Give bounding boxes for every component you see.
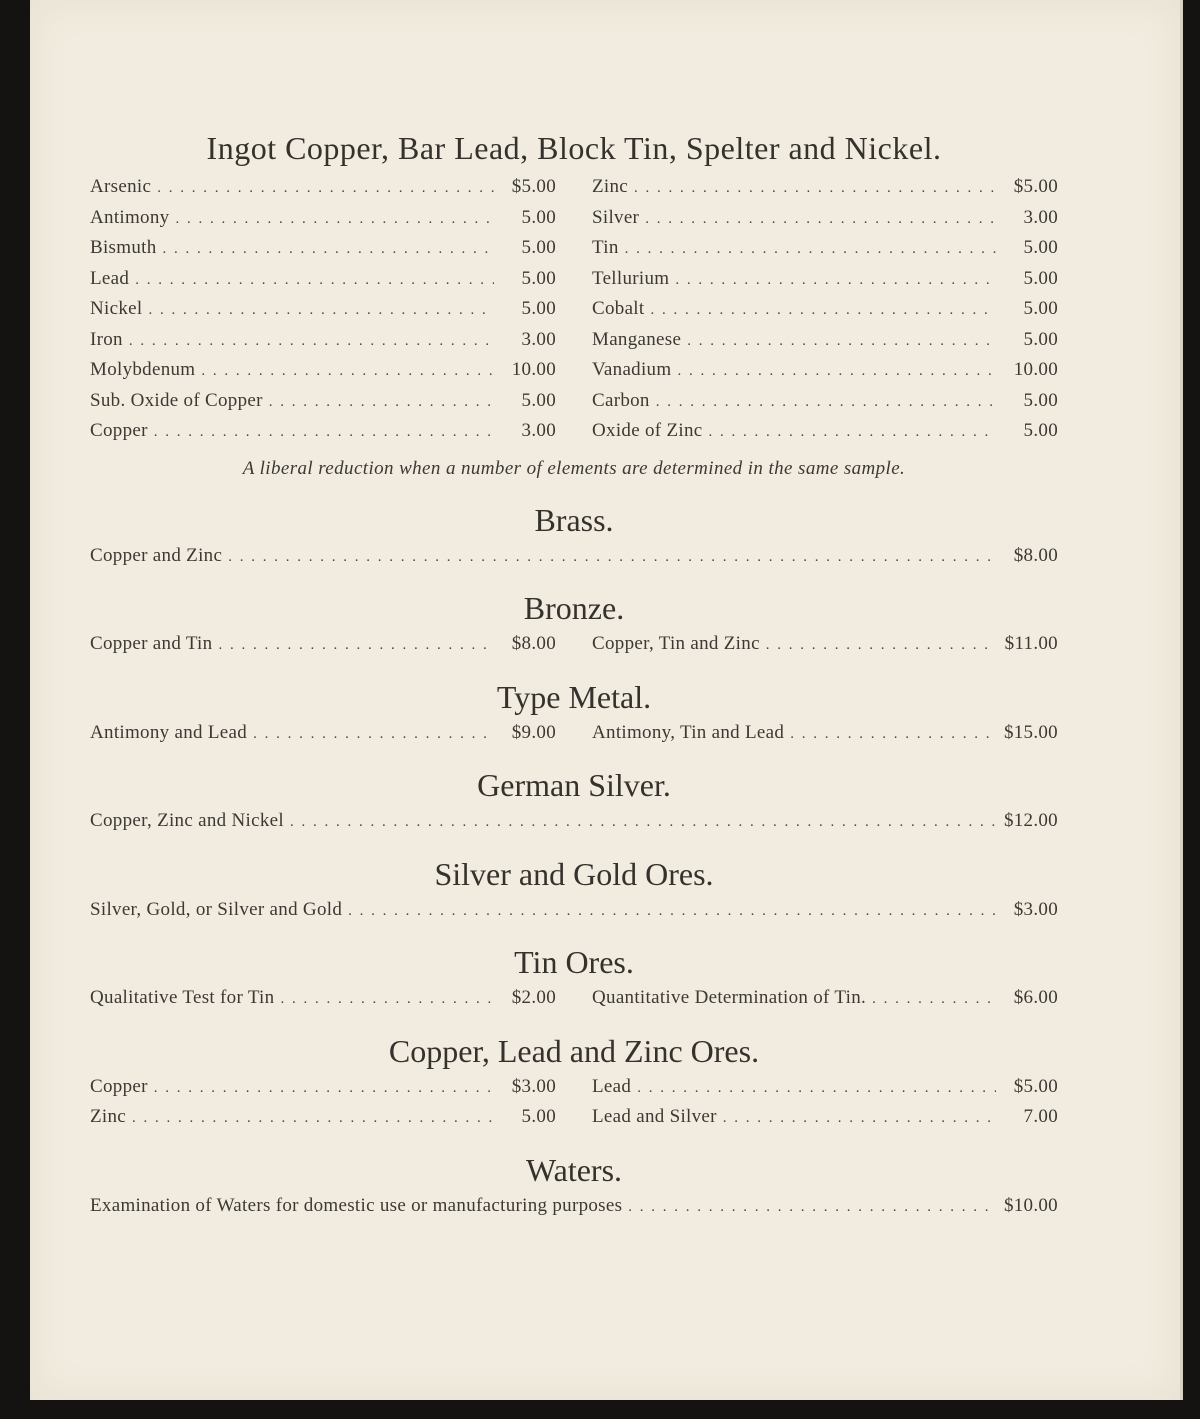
leader-dots [687,333,996,350]
price-row [90,1106,556,1137]
leader-dots [129,333,494,350]
item-name: Copper [90,1075,148,1097]
item-price: 3.00 [521,420,556,441]
price-row [90,633,556,664]
item-name: Lead and Silver [592,1106,717,1127]
item-price: $6.00 [1013,987,1058,1008]
price-row [90,268,556,299]
leader-dots [645,211,996,228]
item-name: Examination of Waters for domestic use or manufacturing purposes [90,1194,623,1216]
item-name: Zinc [592,176,629,197]
section-title-german-silver: German Silver. [477,767,671,803]
price-row [592,633,1058,664]
item-name: Qualitative Test for Tin [90,987,275,1008]
section-title-brass: Brass. [534,501,614,538]
bronze-table [90,633,1058,664]
section-title-bronze: Bronze. [523,590,625,626]
item-price: $8.00 [511,633,556,654]
tin-ores-table [90,987,1058,1018]
item-name: Copper and Tin [90,633,213,654]
leader-dots [269,394,494,411]
item-name: Tellurium [592,267,670,289]
price-row [90,329,556,360]
item-name: Lead [592,1075,632,1097]
item-price: $8.00 [1013,544,1058,566]
item-name: Carbon [592,389,650,411]
item-price: 5.00 [521,267,556,289]
leader-dots [290,814,996,831]
item-name: Copper and Zinc [90,544,223,566]
price-row [90,207,556,238]
leader-dots [148,302,494,319]
item-price: $5.00 [511,176,556,197]
item-price: $5.00 [1013,1075,1058,1097]
price-row [90,722,556,753]
price-row [90,810,1058,841]
price-row [592,722,1058,753]
item-name: Copper, Zinc and Nickel [90,810,284,831]
price-row [90,420,556,451]
item-price: 3.00 [1023,206,1058,228]
leader-dots [723,1110,996,1127]
section-title-waters: Waters. [525,1151,623,1188]
price-row [592,1106,1058,1137]
leader-dots [656,394,996,411]
price-row [90,298,556,329]
item-name: Nickel [90,298,143,319]
item-name: Tin [592,237,619,258]
section-title-silver-gold: Silver and Gold Ores. [434,855,714,892]
section-title-tin-ores: Tin Ores. [514,944,634,980]
price-row [90,1195,1058,1226]
price-row [592,987,1058,1018]
copper-lead-zinc-table [90,1076,1058,1137]
leader-dots [625,241,996,258]
item-name: Sub. Oxide of Copper [90,389,263,411]
section-title-type-metal: Type Metal. [496,678,652,715]
price-row [592,176,1058,207]
section-title-copper-lead-zinc: Copper, Lead and Zinc Ores. [388,1032,760,1069]
leader-dots [628,1199,996,1216]
item-name: Molybdenum [90,359,196,380]
leader-dots [637,1080,996,1097]
item-price: $11.00 [1004,633,1058,654]
item-name: Copper [90,420,148,441]
item-price: 5.00 [1023,328,1058,350]
item-price: 5.00 [521,1106,556,1127]
price-row [592,420,1058,451]
item-name: Arsenic [90,176,152,197]
leader-dots [157,180,494,197]
price-row [592,390,1058,421]
price-row [592,298,1058,329]
price-row [90,1076,556,1107]
item-name: Silver [592,206,640,228]
price-row [592,359,1058,390]
price-row [592,237,1058,268]
item-price: $2.00 [511,987,556,1008]
item-price: $3.00 [511,1075,556,1097]
item-price: $15.00 [1003,721,1058,743]
item-price: 5.00 [521,298,556,319]
leader-dots [650,302,996,319]
item-name: Vanadium [592,359,672,380]
item-name: Oxide of Zinc [592,420,703,441]
price-row [592,329,1058,360]
leader-dots [280,991,494,1008]
price-row [90,176,556,207]
leader-dots [872,991,996,1008]
item-price: 7.00 [1023,1106,1058,1127]
item-name: Silver, Gold, or Silver and Gold [90,898,343,920]
item-price: $5.00 [1013,176,1058,197]
leader-dots [677,363,996,380]
leader-dots [766,637,996,654]
item-price: 5.00 [521,237,556,258]
price-row [90,390,556,421]
price-row [90,359,556,390]
reduction-note: A liberal reduction when a number of elements are determined in the same sample. [242,457,906,479]
item-name: Quantitative Determination of Tin. [592,987,867,1008]
item-price: 10.00 [511,359,556,380]
leader-dots [348,903,996,920]
price-row [90,987,556,1018]
leader-dots [132,1110,494,1127]
leader-dots [253,726,494,743]
item-name: Bismuth [90,237,157,258]
item-name: Lead [90,267,130,289]
ingot-right-column [592,176,1058,451]
leader-dots [175,211,494,228]
item-price: 5.00 [1023,237,1058,258]
item-name: Cobalt [592,298,645,319]
leader-dots [154,1080,494,1097]
item-price: $10.00 [1003,1194,1058,1216]
item-price: 5.00 [521,206,556,228]
leader-dots [163,241,494,258]
item-price: 5.00 [1023,298,1058,319]
item-price: 5.00 [1023,389,1058,411]
page-title: Ingot Copper, Bar Lead, Block Tin, Spelter and Nickel. [206,130,942,166]
item-price: 5.00 [521,389,556,411]
item-price: 5.00 [1023,420,1058,441]
leader-dots [634,180,996,197]
item-name: Zinc [90,1106,127,1127]
item-name: Iron [90,328,123,350]
price-row [592,207,1058,238]
item-price: 10.00 [1013,359,1058,380]
leader-dots [218,637,494,654]
item-price: $9.00 [511,721,556,743]
item-name: Manganese [592,328,682,350]
leader-dots [228,549,996,566]
leader-dots [708,424,996,441]
item-price: 5.00 [1023,267,1058,289]
type-metal-table [90,722,1058,753]
item-name: Antimony, Tin and Lead [592,721,785,743]
item-name: Copper, Tin and Zinc [592,633,760,654]
leader-dots [675,272,996,289]
price-row [90,899,1058,930]
price-row [90,237,556,268]
price-row [592,1076,1058,1107]
item-name: Antimony [90,206,170,228]
page-edge [1180,0,1183,1400]
leader-dots [154,424,494,441]
leader-dots [790,726,996,743]
price-row [90,545,1058,576]
leader-dots [135,272,494,289]
item-price: $3.00 [1013,898,1058,920]
price-row [592,268,1058,299]
item-name: Antimony and Lead [90,721,248,743]
item-price: $12.00 [1003,810,1058,831]
ingot-left-column [90,176,556,451]
price-list [90,120,1058,1225]
ingot-price-table [90,176,1058,451]
leader-dots [201,363,494,380]
item-price: 3.00 [521,328,556,350]
